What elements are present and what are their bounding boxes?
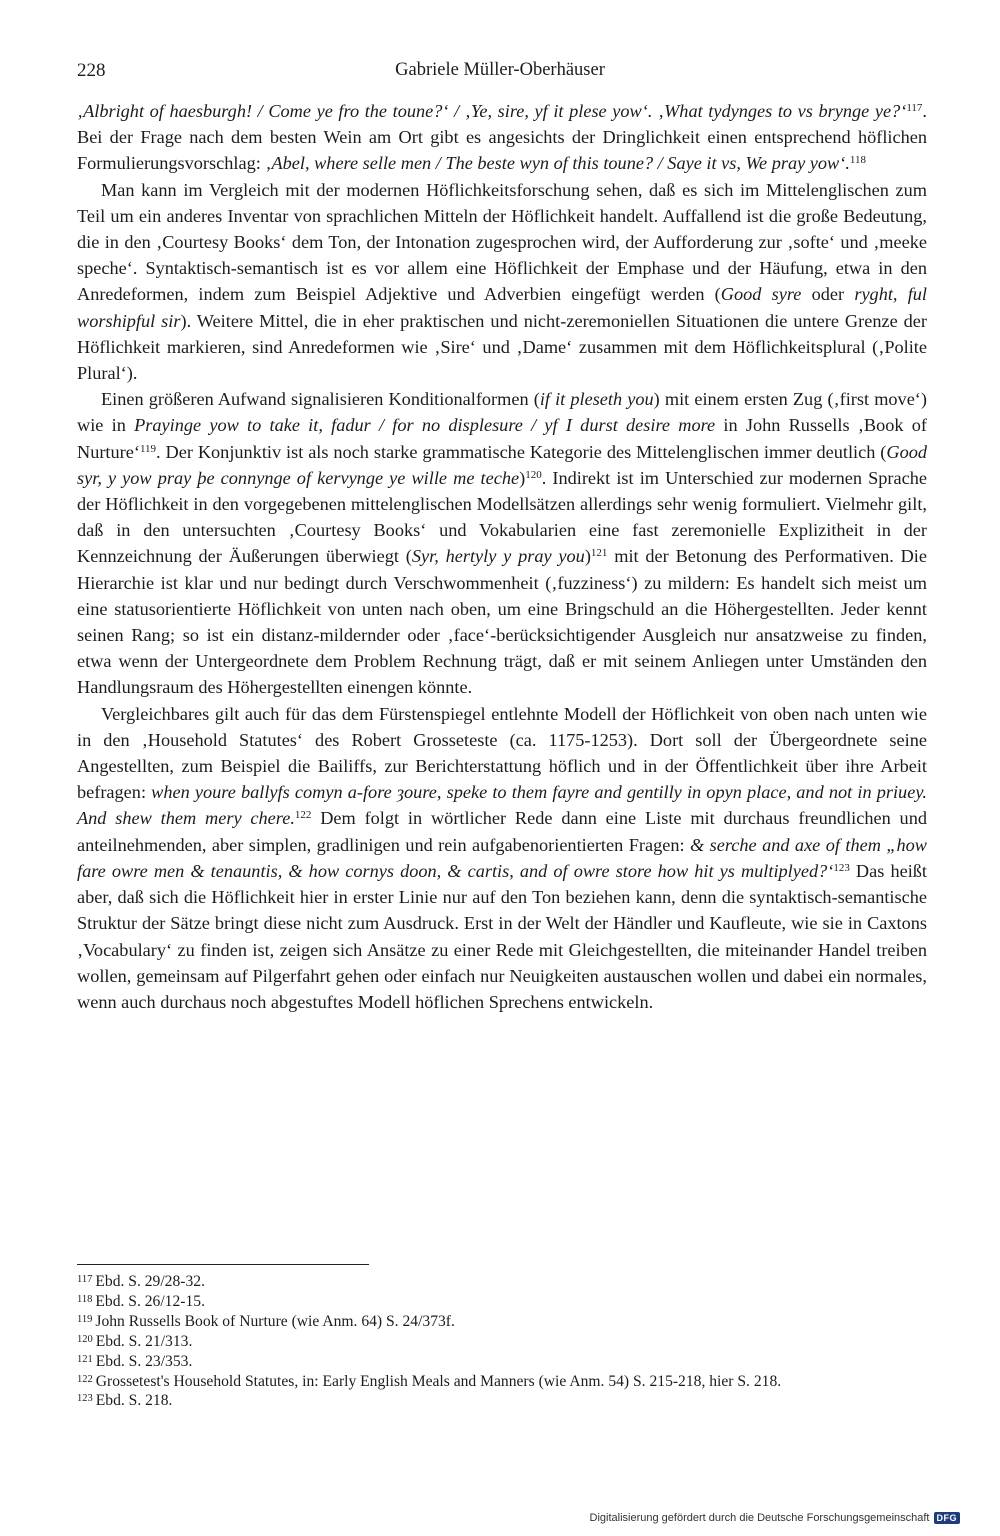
paragraph bbox=[77, 701, 927, 1015]
footnote bbox=[77, 1332, 927, 1352]
footnote-ref: 121 bbox=[590, 547, 608, 560]
text-run: . Der Konjunktiv ist als noch starke grammatische Kategorie des Mittelenglischen immer deutlich ( bbox=[156, 441, 887, 462]
footnote-number: 119 bbox=[77, 1313, 93, 1325]
text-run: oder bbox=[801, 284, 855, 305]
paragraph bbox=[77, 98, 927, 177]
paragraph bbox=[77, 177, 927, 387]
middle-english-quote: if it pleseth you bbox=[539, 389, 654, 410]
footnote-text: Ebd. S. 21/313. bbox=[95, 1332, 193, 1350]
text-run: Einen größeren Aufwand signalisieren Konditionalformen ( bbox=[101, 389, 540, 410]
footnote-number: 122 bbox=[77, 1373, 93, 1385]
footnote bbox=[77, 1272, 927, 1292]
footnote-number: 118 bbox=[77, 1293, 93, 1305]
credit-text: Digitalisierung gefördert durch die Deutsche Forschungsgemeinschaft bbox=[589, 1512, 930, 1524]
middle-english-quote: Syr, hertyly y pray you bbox=[411, 546, 585, 567]
middle-english-quote: ‚Abel, where selle men / The beste wyn of this toune? / Saye it vs, We pray yow‘. bbox=[265, 153, 850, 174]
text-run: . Bei der Frage nach dem besten Wein am Ort gibt es angesichts der Dringlichkeit einen entsprechend höflichen Formulierungsvorschlag: bbox=[77, 101, 927, 174]
text-run: mit der Betonung des Performativen. Die Hierarchie ist klar und nur bedingt durch Verschwommenheit (‚fuzziness‘) zu mildern: Es handelt sich meist um eine statusorientierte Höflichkeit von unten nach oben, um eine Bringschuld an die Höhergestellten. Jeder kennt seinen Rang; so ist ein distanz-mildernder oder ‚face‘-berücksichtigender Ausgleich nur ansatzweise zu finden, etwa wenn der Untergeordnete dem Problem Rechnung trägt, daß er mit seinem Anliegen unter Umständen den Handlungsraum des Höhergestellten einengen könnte. bbox=[77, 546, 927, 698]
footnote bbox=[77, 1292, 927, 1312]
text-run: Das heißt aber, daß sich die Höflichkeit hier in erster Linie nur auf den Ton beziehen kann, denn die syntaktisch-semantische Struktur der Sätze bringt diese nicht zum Ausdruck. Erst in der Welt der Händler und Kaufleute, wie sie in Caxtons ‚Vocabulary‘ zu finden ist, zeigen sich Ansätze zu einer Rede mit Gleichgestellten, die miteinander Handel treiben wollen, gemeinsam auf Pilgerfahrt gehen oder einfach nur Neuigkeiten austauschen wollen und dabei ein normales, wenn auch durchaus noch abgestuftes Modell höflichen Sprechens entwickeln. bbox=[77, 860, 928, 1012]
footnote bbox=[77, 1391, 927, 1411]
paragraph bbox=[77, 386, 927, 700]
footnote-text: Ebd. S. 218. bbox=[95, 1392, 173, 1410]
footnote-text: Grossetest's Household Statutes, in: Early English Meals and Manners (wie Anm. 54) S. 215-218, hier S. 218. bbox=[95, 1372, 782, 1390]
footnote bbox=[77, 1312, 927, 1332]
footnote-number: 120 bbox=[77, 1333, 93, 1345]
footnote-ref: 119 bbox=[139, 442, 157, 455]
digitization-credit bbox=[590, 1512, 960, 1524]
text-run: Vergleichbares gilt auch für das dem Fürstenspiegel entlehnte Modell der Höflichkeit von oben nach unten wie in den ‚Household Statutes‘ des Robert Grosseteste (ca. 1175-1253). Dort soll der Übergeordnete seine Angestellten, zum Beispiel die Bailiffs, zur Berichterstattung höflich und in der Öffentlichkeit über ihre Arbeit befragen: bbox=[77, 703, 927, 803]
middle-english-quote: when youre ballyfs comyn a-fore ȝoure, speke to them fayre and gentilly in opyn place, and not in priuey. And shew them mery chere. bbox=[77, 782, 927, 829]
text-run: Dem folgt in wörtlicher Rede dann eine Liste mit durchaus freundlichen und anteilnehmenden, aber simplen, gradlinigen und rein aufgabenorientierten Fragen: bbox=[77, 808, 927, 855]
text-run: in John Russells ‚Book of Nurture‘ bbox=[77, 415, 927, 462]
footnote-ref: 118 bbox=[849, 154, 867, 167]
footnote-ref: 117 bbox=[906, 102, 923, 114]
footnote bbox=[77, 1352, 927, 1372]
footnote-text: Ebd. S. 29/28-32. bbox=[95, 1273, 205, 1290]
main-text bbox=[77, 98, 927, 1015]
footnote-text: Ebd. S. 26/12-15. bbox=[95, 1292, 205, 1310]
footnote-number: 117 bbox=[77, 1274, 93, 1285]
middle-english-quote: Prayinge yow to take it, fadur / for no displesure / yf I durst desire more bbox=[134, 415, 716, 436]
footnote-number: 123 bbox=[77, 1393, 93, 1405]
footnote-ref: 122 bbox=[294, 809, 312, 822]
footnote-text: John Russells Book of Nurture (wie Anm. 64) S. 24/373f. bbox=[95, 1312, 455, 1330]
middle-english-quote: Good syre bbox=[720, 284, 802, 305]
text-run: ) bbox=[519, 467, 526, 488]
middle-english-quote: ryght, ful worshipful sir bbox=[77, 284, 928, 331]
footnote bbox=[77, 1372, 927, 1392]
footnote-text: Ebd. S. 23/353. bbox=[95, 1352, 193, 1370]
page-number: 228 bbox=[77, 60, 106, 81]
middle-english-quote: & serche and axe of them „how fare owre men & tenauntis, & how cornys doon, & cartis, and of owre store how hit ys multiplyed?‘ bbox=[77, 834, 927, 881]
footnote-divider bbox=[77, 1264, 369, 1265]
text-run: ) bbox=[584, 546, 591, 567]
middle-english-quote: ‚Albright of haesburgh! / Come ye fro the toune?‘ / ‚Ye, sire, yf it plese yow‘. ‚What tydynges to vs brynge ye?‘ bbox=[77, 101, 907, 121]
middle-english-quote: Good syr, y yow pray þe connynge of kervynge ye wille me teche bbox=[77, 441, 927, 488]
footnote-number: 121 bbox=[77, 1353, 93, 1365]
footnotes bbox=[77, 1272, 927, 1411]
text-run: Man kann im Vergleich mit der modernen Höflichkeitsforschung sehen, daß es sich im Mittelenglischen zum Teil um ein anderes Inventar von sprachlichen Mitteln der Höflichkeit handelt. Auffallend ist die große Bedeutung, die in den ‚Courtesy Books‘ dem Ton, der Intonation zugesprochen wird, der Aufforderung zur ‚softe‘ und ‚meeke speche‘. Syntaktisch-semantisch ist es vor allem eine Höflichkeit der Emphase und der Häufung, etwa in den Anredeformen, indem zum Beispiel Adjektive und Adverbien eingefügt werden ( bbox=[77, 179, 927, 305]
footnote-ref: 120 bbox=[525, 468, 542, 481]
running-header: Gabriele Müller-Oberhäuser bbox=[395, 60, 605, 80]
dfg-logo: DFG bbox=[934, 1512, 961, 1524]
text-run: ). Weitere Mittel, die in eher praktischen und nicht-zeremoniellen Situationen die untere Grenze der Höflichkeit markieren, sind Anredeformen wie ‚Sire‘ und ‚Dame‘ zusammen mit dem Höflichkeitsplural (‚Polite Plural‘). bbox=[77, 310, 927, 384]
text-run: . Indirekt ist im Unterschied zur modernen Sprache der Höflichkeit in den vorgegebenen mittelenglischen Modellsätzen allerdings sehr wenig formuliert. Vielmehr gilt, daß in den untersuchten ‚Courtesy Books‘ und Vokabularien eine fast zeremonielle Explizitheit in der Kennzeichnung der Äußerungen überwiegt ( bbox=[77, 467, 927, 567]
text-run: ) mit einem ersten Zug (‚first move‘) wie in bbox=[77, 389, 927, 436]
footnote-ref: 123 bbox=[833, 861, 850, 874]
